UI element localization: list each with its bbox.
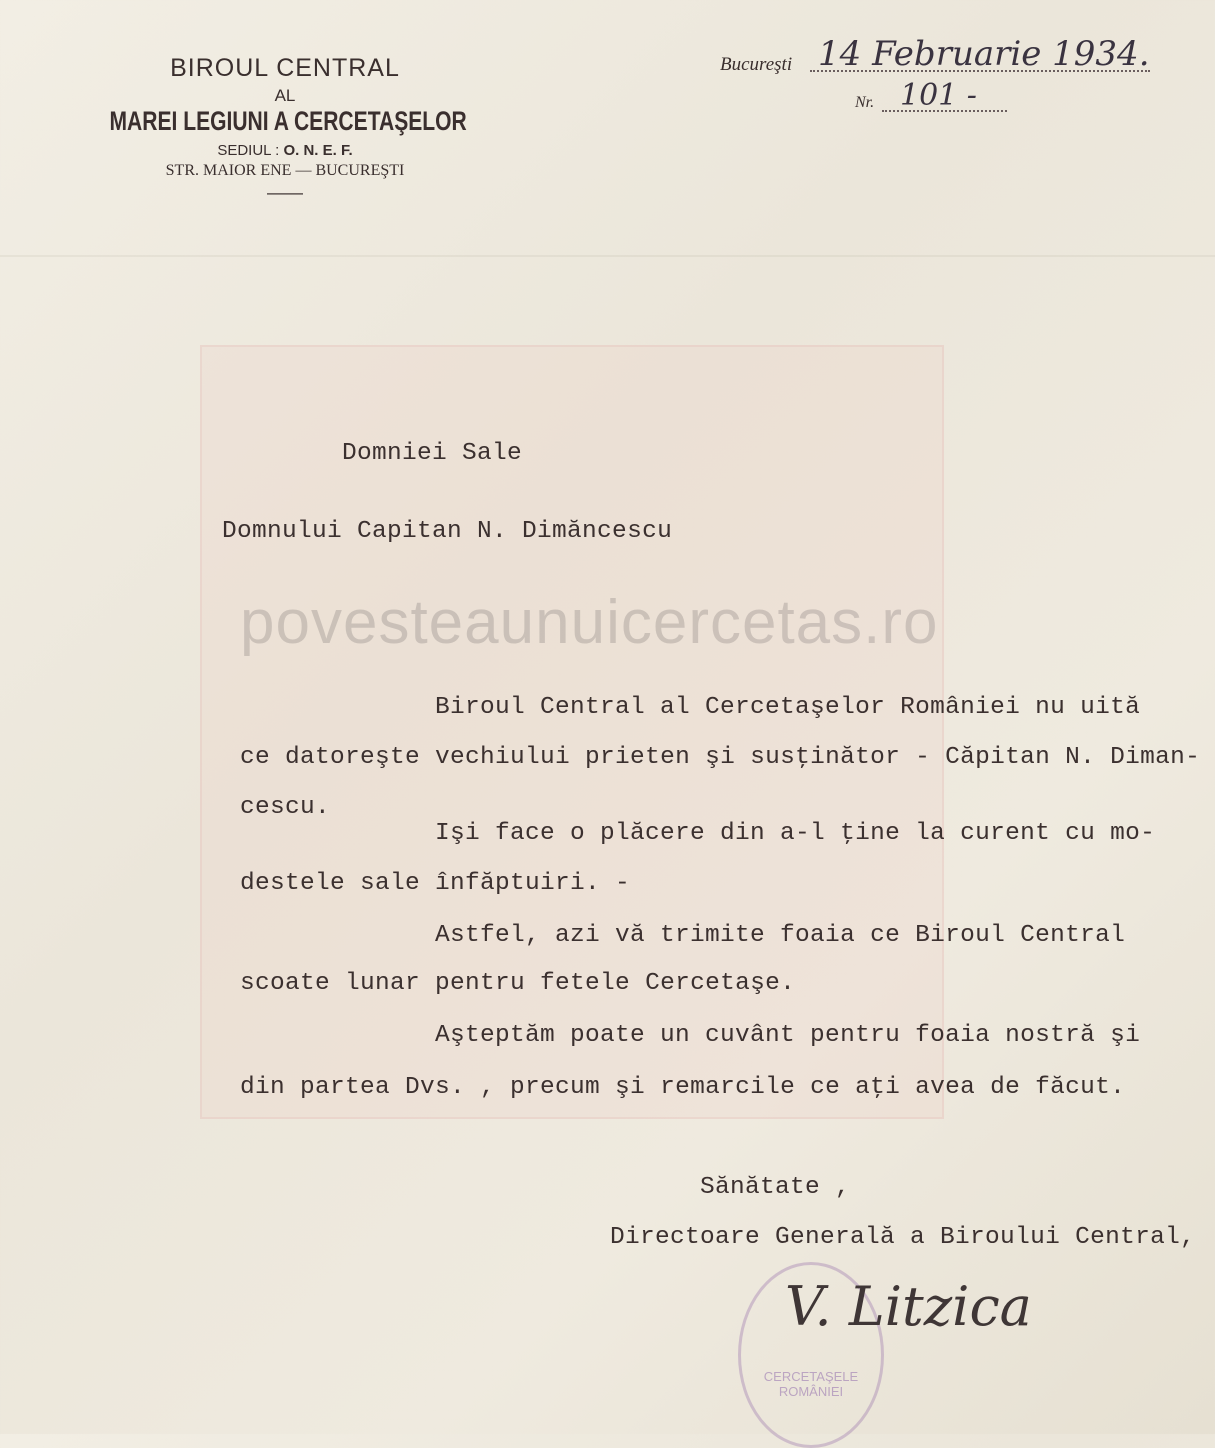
letterhead-al: AL [274, 86, 296, 105]
body-line: ce datoreşte vechiului prieten şi susţinător - Căpitan N. Diman- [240, 744, 1201, 771]
handwritten-number: 101 - [900, 78, 977, 113]
faded-mark [200, 345, 944, 1119]
body-line: Biroul Central al Cercetaşelor României nu uită [435, 694, 1141, 721]
signatory-title: Directoare Generală a Biroului Central, [610, 1224, 1196, 1251]
paper-fold [0, 255, 1215, 257]
body-line: Astfel, azi vă trimite foaia ce Biroul Central [435, 922, 1126, 949]
letterhead-seat [60, 142, 510, 159]
body-line: destele sale înfăptuiri. - [240, 870, 631, 897]
signature: V. Litzica [785, 1275, 1032, 1338]
addressee-name: Domnului Capitan N. Dimăncescu [222, 518, 673, 545]
body-line: scoate lunar pentru fetele Cercetaşe. [240, 970, 796, 997]
closing-greeting: Sănătate , [700, 1174, 851, 1201]
seat-value: O. N. E. F. [283, 142, 353, 159]
city-label: Bucureşti [720, 54, 793, 75]
letterhead-title: BIROUL CENTRAL [170, 54, 400, 82]
letterhead-ornament: ——— [267, 186, 303, 200]
number-label: Nr. [855, 94, 875, 111]
letterhead-address: STR. MAIOR ENE — BUCUREŞTI [165, 162, 405, 179]
body-line: cescu. [240, 794, 331, 821]
body-line: Aşteptăm poate un cuvânt pentru foaia nostră şi [435, 1022, 1141, 1049]
seat-label: SEDIUL : [217, 142, 280, 159]
body-line: Işi face o plăcere din a-l ţine la curent cu mo- [435, 820, 1156, 847]
watermark: povesteaunuicercetas.ro [240, 588, 939, 657]
salutation: Domniei Sale [342, 440, 523, 467]
body-line: din partea Dvs. , precum şi remarcile ce aţi avea de făcut. [240, 1074, 1126, 1101]
stamp-text: CERCETAŞELE ROMÂNIEI [763, 1369, 859, 1399]
handwritten-date: 14 Februarie 1934. [818, 34, 1150, 74]
letterhead-organization: MAREI LEGIUNI A CERCETAŞELOR [109, 106, 467, 136]
